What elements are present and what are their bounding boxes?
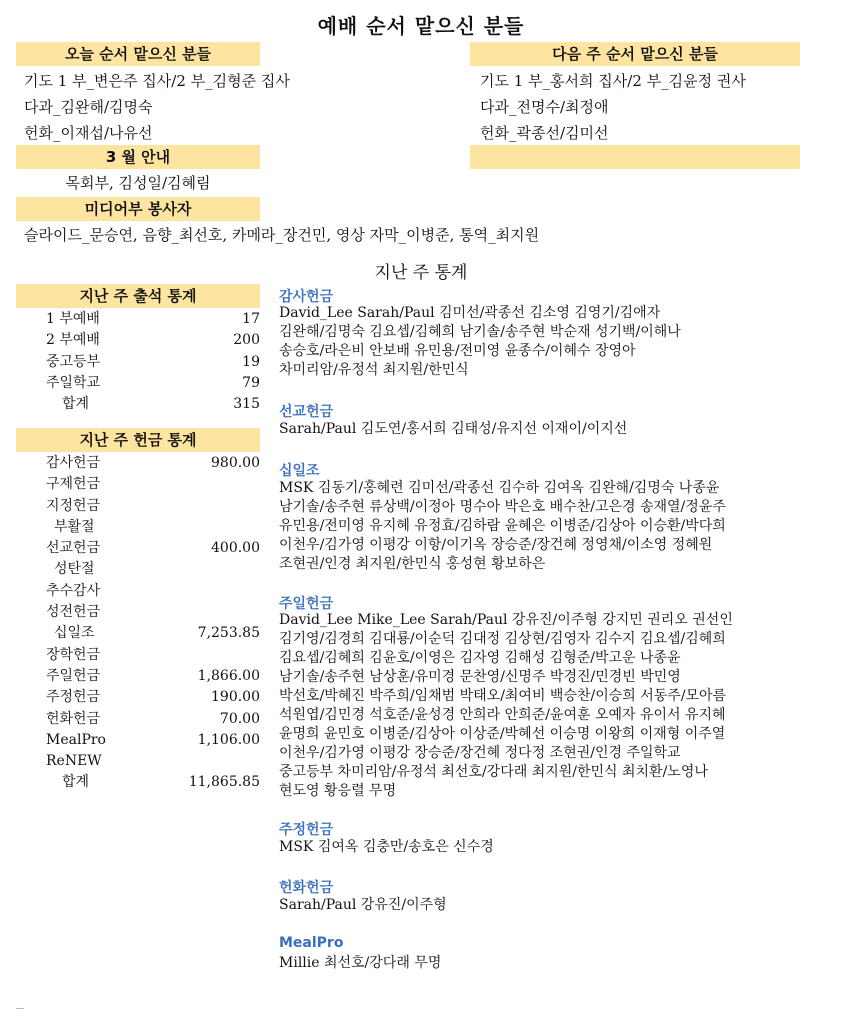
offering-row: 주정헌금 190.00: [46, 689, 260, 706]
today-header: 오늘 순서 맡으신 분들: [16, 42, 260, 66]
attendance-table: [46, 309, 260, 415]
attendance-total-row: 합계 315: [62, 396, 260, 413]
thanks-offering-donors: David_Lee Sarah/Paul 김미선/곽종선 김소영 김영기/김애자 김완해/김명숙 김요셉/김혜희 남기솔/송주현 박순재 성기백/이해나 송승호/라은비 안보배 유민용/전미영 윤종수/이혜수 장영아 차미리암/유정석 최지원/한민식: [279, 305, 681, 378]
march-header: 3 월 안내: [16, 145, 260, 169]
next-week-empty-band: [470, 145, 800, 169]
footer-mark: [16, 1008, 24, 1009]
attendance-row: 1 부예배 17: [46, 311, 260, 327]
offering-row: 부활절: [54, 518, 95, 535]
page-title: 예배 순서 맡으신 분들: [317, 14, 525, 38]
next-week-refreshments: 다과_전명수/최정애: [480, 98, 609, 116]
march-line: 목회부, 김성일/김혜림: [65, 174, 211, 192]
offering-header: 지난 주 헌금 통계: [16, 428, 260, 452]
next-week-header: 다음 주 순서 맡으신 분들: [470, 42, 800, 66]
offering-table: [46, 453, 260, 794]
mission-offering-donors: Sarah/Paul 김도연/홍서희 김태성/유지선 이재이/이지선: [279, 421, 628, 437]
offering-row: ReNEW: [46, 753, 102, 770]
flower-offering-donors: Sarah/Paul 강유진/이주형: [279, 897, 447, 913]
mission-offering-heading: 선교헌금: [279, 404, 334, 420]
attendance-row: 중고등부 19: [46, 353, 260, 370]
flower-offering-heading: 헌화헌금: [279, 880, 334, 896]
thanks-offering-heading: 감사헌금: [279, 289, 334, 305]
offering-row: 선교헌금 400.00: [46, 540, 260, 557]
attendance-header: 지난 주 출석 통계: [16, 284, 260, 308]
offering-row: MealPro 1,106.00: [46, 731, 260, 748]
offering-total-row: 합계 11,865.85: [62, 774, 260, 791]
media-line: 슬라이드_문승연, 음향_최선호, 카메라_장건민, 영상 자막_이병준, 통역_최지원: [24, 226, 540, 244]
tithe-heading: 십일조: [279, 463, 320, 479]
offering-row: 성탄절: [54, 561, 95, 578]
next-week-prayer: 기도 1 부_홍서희 집사/2 부_김윤정 권사: [480, 72, 746, 90]
offering-row: 감사헌금 980.00: [46, 455, 260, 471]
offering-row: 추수감사: [46, 582, 101, 599]
attendance-row: 주일학교 79: [46, 374, 260, 391]
fixed-offering-donors: MSK 김여옥 김충만/송호은 신수경: [279, 839, 494, 855]
sunday-offering-heading: 주일헌금: [279, 596, 334, 612]
today-prayer: 기도 1 부_변은주 집사/2 부_김형준 집사: [24, 72, 290, 90]
offering-row: 장학헌금: [46, 646, 101, 663]
fixed-offering-heading: 주정헌금: [279, 822, 334, 838]
sunday-offering-donors: David_Lee Mike_Lee Sarah/Paul 강유진/이주형 강지민 권리오 권선인 김기영/김경희 김대룡/이순덕 김대정 김상현/김영자 김수지 김요셉/김혜희 김요셉/김혜희 김윤호/이영은 김자영 김해성 김형준/박고운 나종윤 남기솔/송주현 남상훈/유미경 문찬영/신명주 박경진/민경빈 박민영 박선호/박혜진 박주희/임채범 박태오/최여비 백승찬/이승희 서동주/모아름 석원엽/김민경 석호준/윤성경 안희라 안희준/윤여훈 오예자 유이서 유지혜 윤명희 윤민호 이병준/김상아 이상준/박혜선 이승명 이왕희 이재형 이주열 이천우/김가영 이평강 장승준/장건혜 정다정 조현권/인경 주일학교 중고등부 차미리암/유정석 최선호/강다래 최지원/한민식 최치환/노영나 현도영 황응렬 무명: [279, 612, 733, 799]
mealpro-heading: MealPro: [279, 935, 344, 951]
next-week-flowers: 헌화_곽종선/김미선: [480, 124, 609, 142]
tithe-donors: MSK 김동기/홍혜련 김미선/곽종선 김수하 김여옥 김완해/김명숙 나종윤 남기솔/송주현 류상백/이정아 명수아 박은호 배수찬/고은경 송재열/정윤주 유민용/전미영 유지혜 유정효/김하람 윤혜은 이병준/김상아 이승환/박다희 이천우/김가영 이평강 이항/이기옥 장승준/장건혜 정영채/이소영 정혜원 조현권/인경 최지원/한민식 홍성현 황보하은: [279, 480, 726, 572]
today-refreshments: 다과_김완해/김명숙: [24, 98, 153, 116]
offering-row: 십일조 7,253.85: [54, 625, 260, 642]
stats-title: 지난 주 통계: [374, 263, 468, 283]
offering-row: 지정헌금: [46, 497, 101, 514]
offering-row: 헌화헌금 70.00: [46, 710, 260, 727]
attendance-row: 2 부예배 200: [46, 332, 260, 349]
today-flowers: 헌화_이재섭/나유선: [24, 124, 153, 142]
offering-row: 구제헌금: [46, 476, 101, 493]
offering-row: 주일헌금 1,866.00: [46, 667, 260, 684]
mealpro-donors: Millie 최선호/강다래 무명: [279, 955, 442, 971]
media-header: 미디어부 봉사자: [16, 197, 260, 221]
offering-row: 성전헌금: [46, 604, 101, 621]
